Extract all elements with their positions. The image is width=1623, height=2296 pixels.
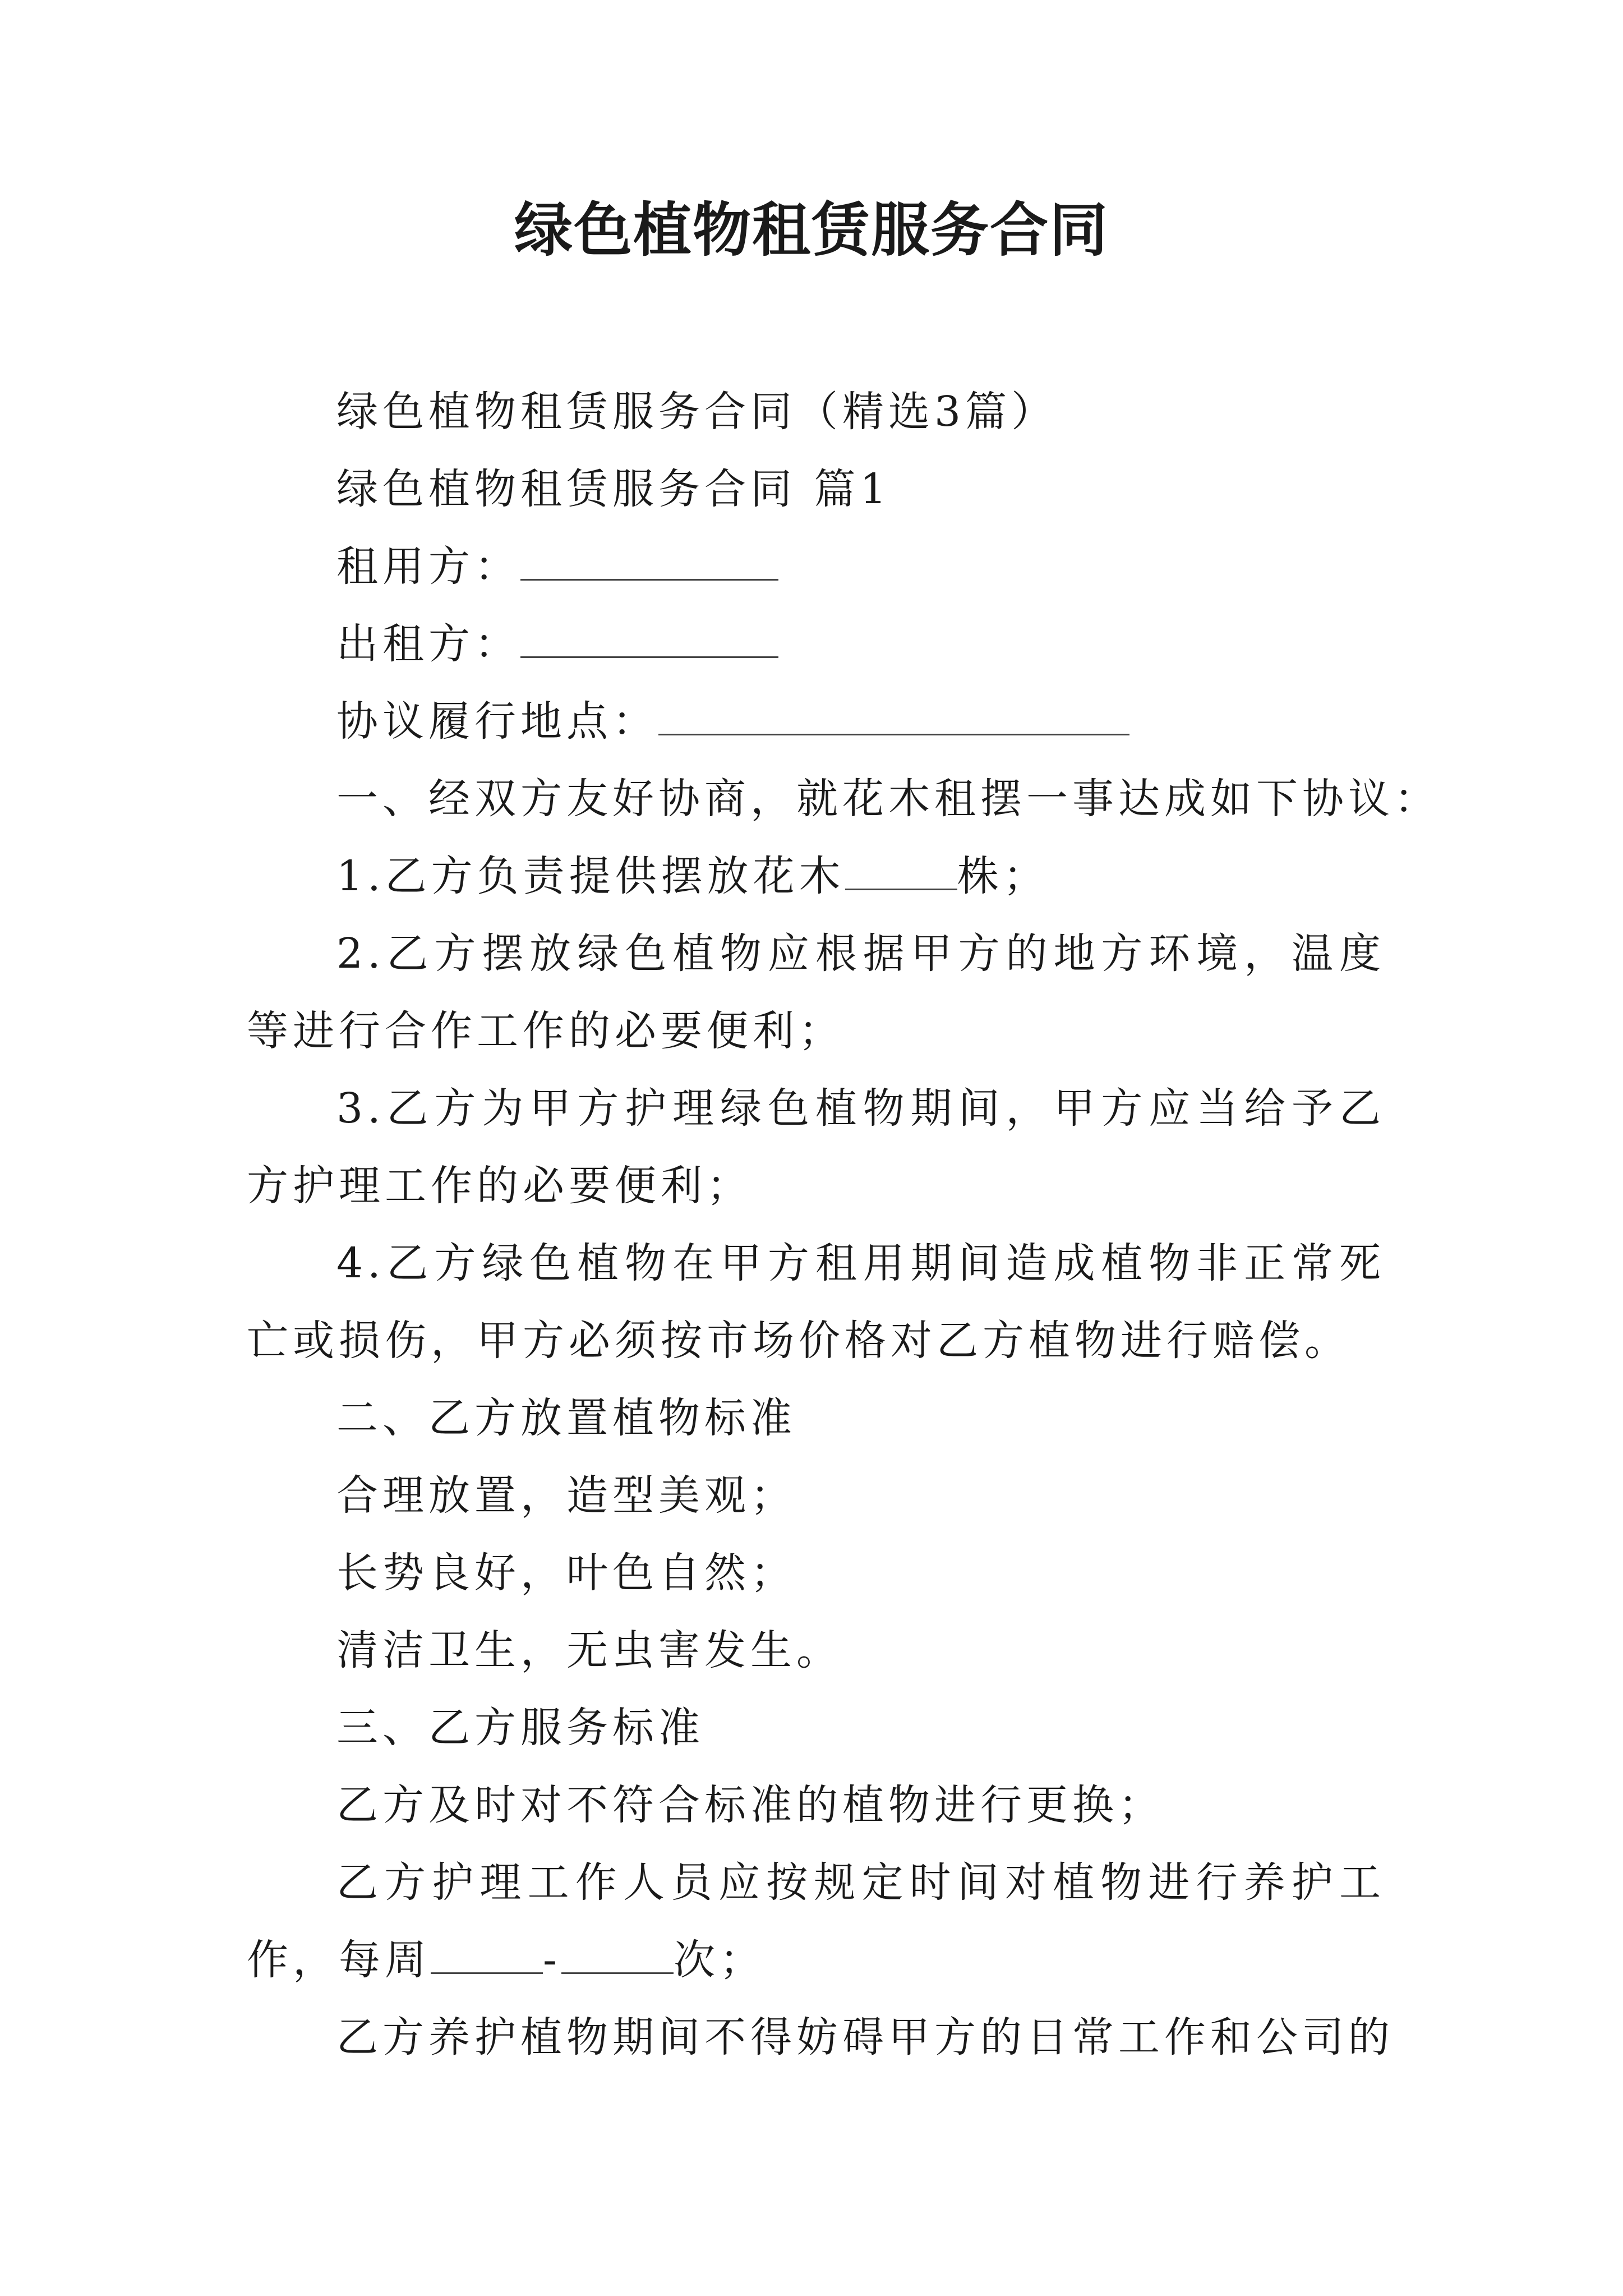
section-3-line-3: 乙方养护植物期间不得妨碍甲方的日常工作和公司的 [336, 2013, 1394, 2062]
item-1 [247, 838, 1385, 915]
document-title: 绿色植物租赁服务合同 [514, 195, 1109, 264]
section-3-line-2-suffix: 次； [674, 1936, 766, 1984]
frequency-max-blank [561, 1933, 674, 1974]
section-1-heading: 一、经双方友好协商，就花木租摆一事达成如下协议： [336, 775, 1440, 823]
section-3-line-2-dash: - [543, 1936, 562, 1984]
lessee-field [247, 528, 1385, 605]
section-2-line-2: 长势良好，叶色自然； [336, 1549, 796, 1597]
section-2-line-3: 清洁卫生，无虫害发生。 [336, 1626, 842, 1674]
subtitle-line: 绿色植物租赁服务合同（精选3篇） [336, 388, 1058, 436]
item-3: 3.乙方为甲方护理绿色植物期间，甲方应当给予乙方护理工作的必要便利； [247, 1084, 1385, 1210]
section-3-line-2 [247, 1844, 1385, 1999]
frequency-min-blank [431, 1933, 543, 1974]
item-2: 2.乙方摆放绿色植物应根据甲方的地方环境，温度等进行合作工作的必要便利； [247, 930, 1385, 1055]
lessee-blank [520, 540, 778, 581]
section-2-line-1: 合理放置，造型美观； [336, 1471, 796, 1520]
place-label: 协议履行地点： [336, 697, 658, 746]
place-blank [658, 694, 1129, 735]
section-3-heading: 三、乙方服务标准 [336, 1704, 704, 1752]
lessor-label: 出租方： [336, 620, 520, 668]
lessee-label: 租用方： [336, 542, 520, 591]
item-4: 4.乙方绿色植物在甲方租用期间造成植物非正常死亡或损伤，甲方必须按市场价格对乙方植物进行赔偿。 [247, 1239, 1385, 1365]
document-body [247, 373, 1440, 2076]
item-1-prefix: 1.乙方负责提供摆放花木 [336, 852, 845, 900]
chapter-heading: 绿色植物租赁服务合同 篇1 [336, 465, 891, 513]
section-2-heading: 二、乙方放置植物标准 [336, 1394, 796, 1442]
section-3-line-2-prefix: 乙方护理工作人员应按规定时间对植物进行养护工作，每周 [247, 1858, 1385, 1984]
item-1-blank [845, 849, 957, 890]
section-3-line-1: 乙方及时对不符合标准的植物进行更换； [336, 1781, 1164, 1829]
lessor-blank [520, 617, 778, 658]
lessor-field [247, 605, 1385, 683]
item-1-suffix: 株； [957, 852, 1049, 900]
place-field [247, 683, 1385, 760]
